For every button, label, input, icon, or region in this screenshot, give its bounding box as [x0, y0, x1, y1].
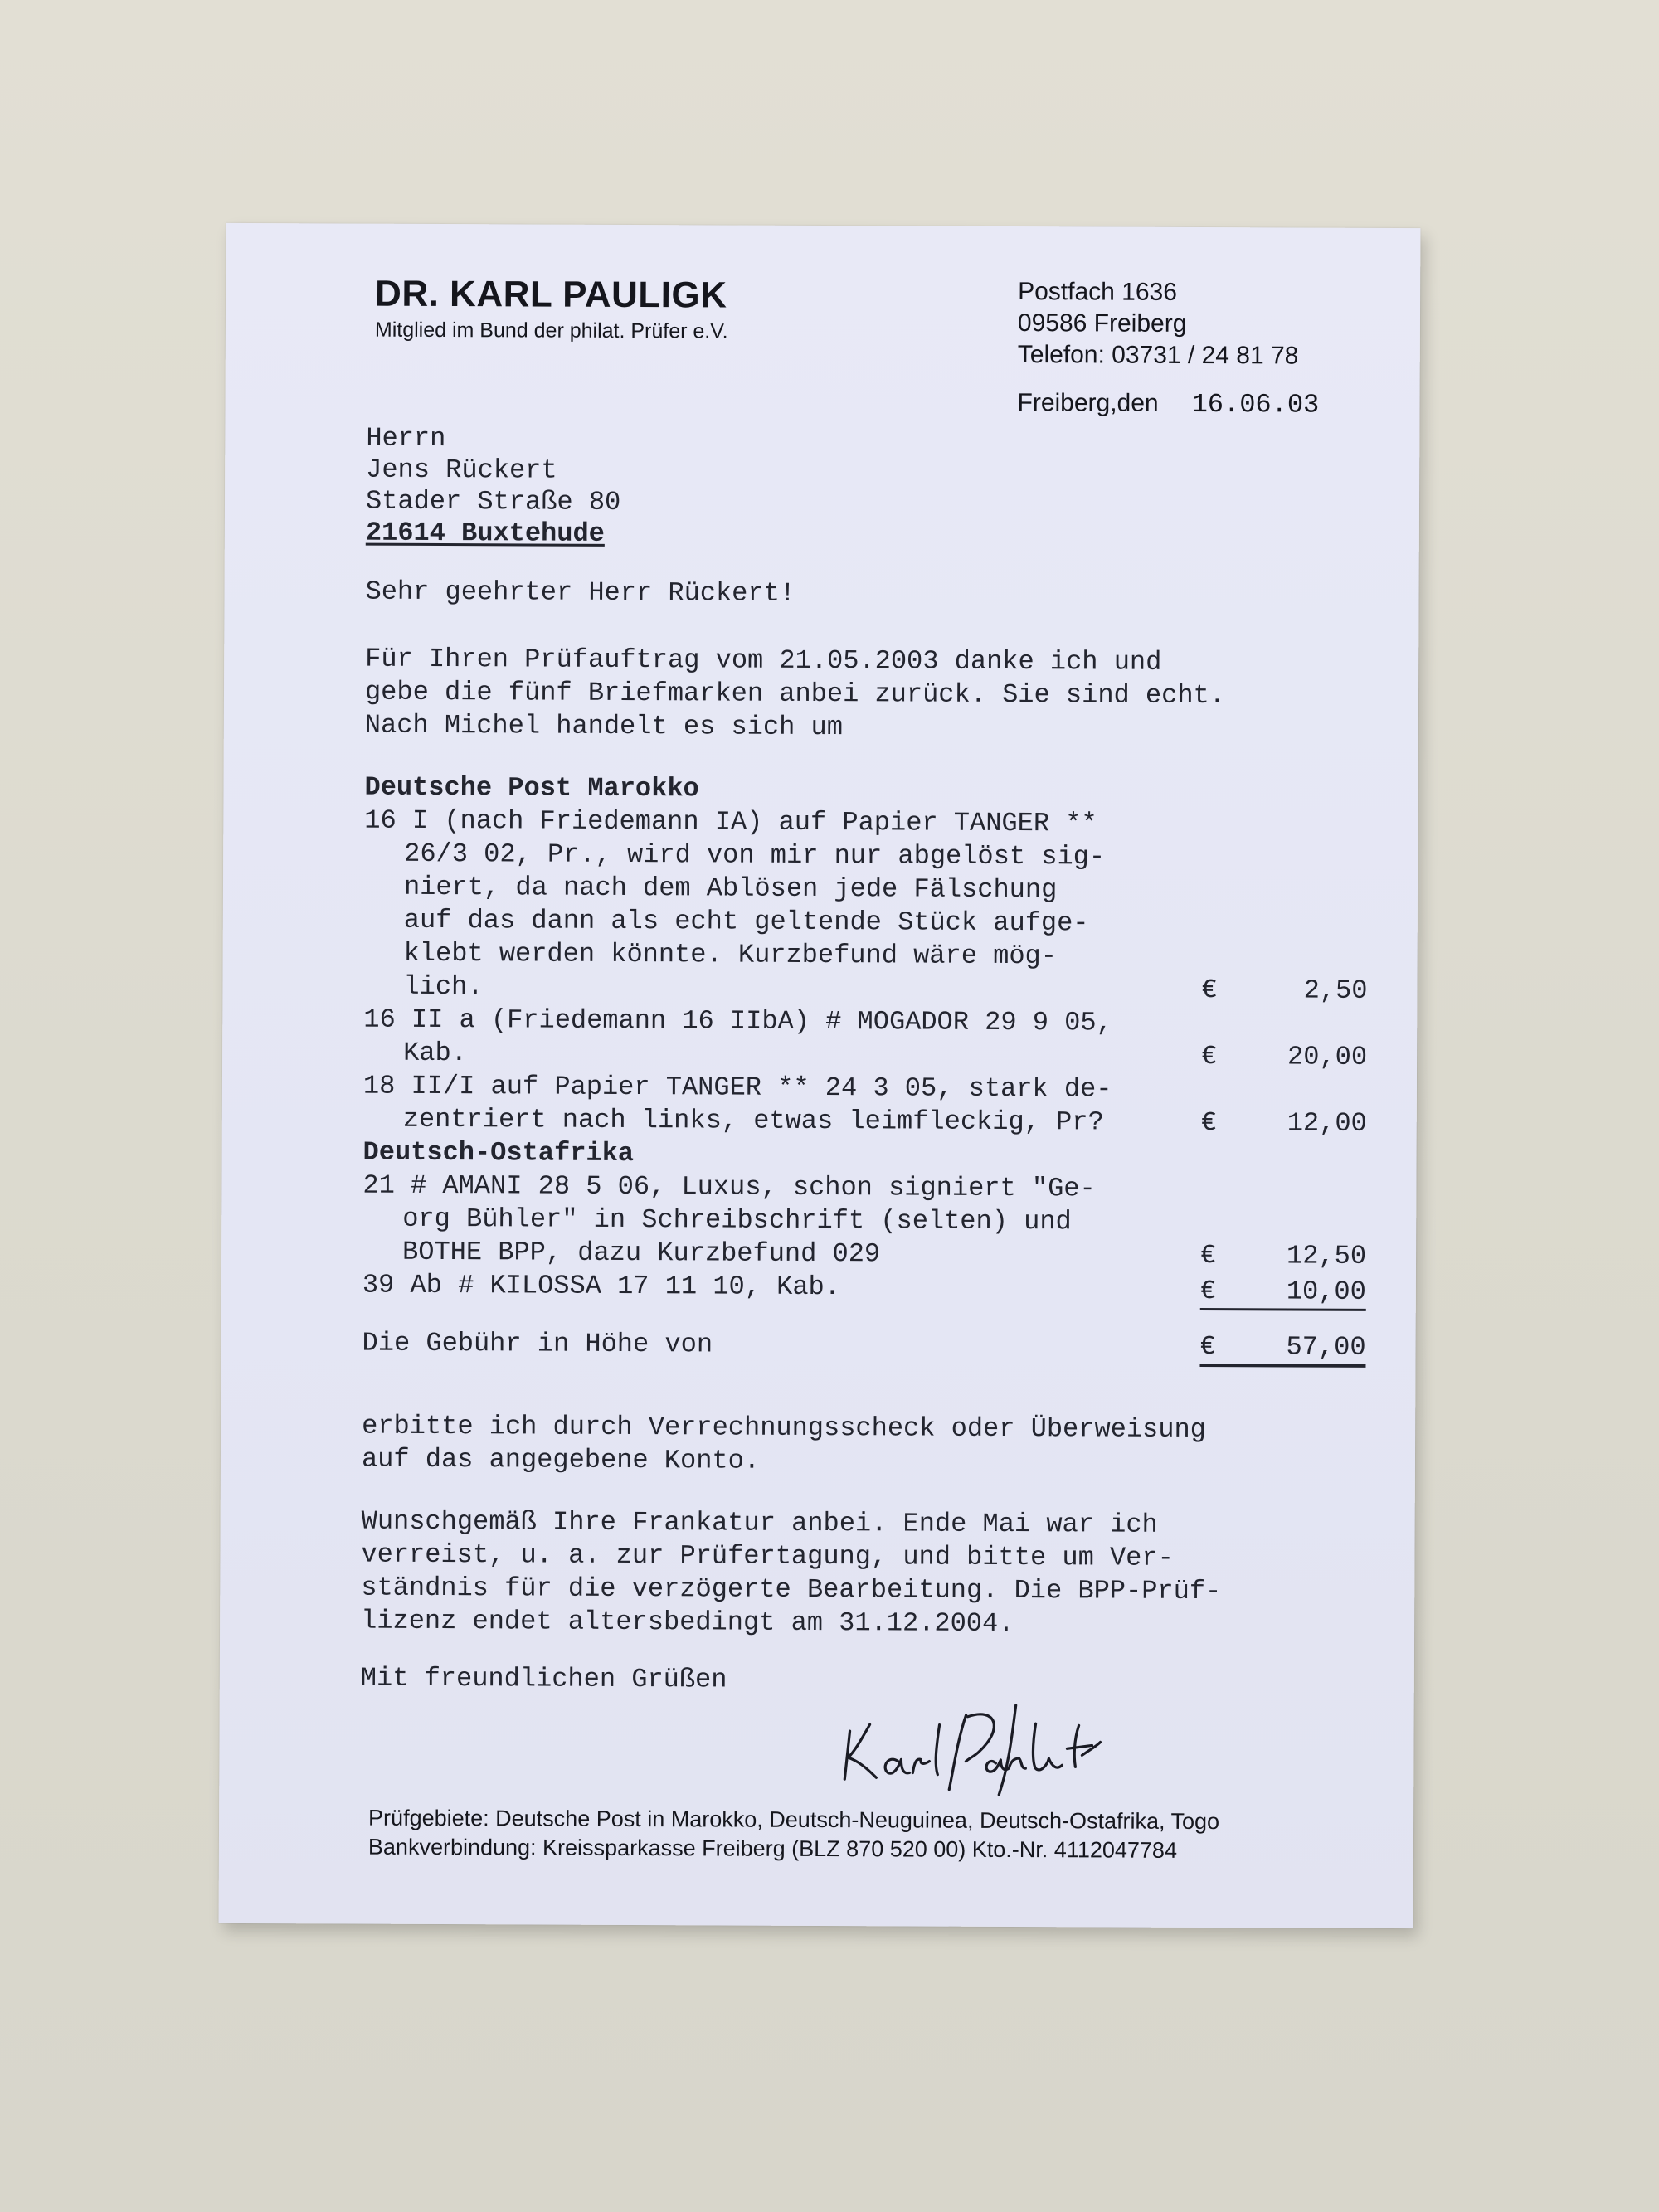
note-line: ständnis für die verzögerte Bearbeitung. Die BPP-Prüf-: [361, 1572, 1222, 1607]
recipient-street: Stader Straße 80: [365, 485, 621, 518]
intro-line: Für Ihren Prüfauftrag vom 21.05.2003 danke ich und: [365, 643, 1162, 678]
stamp-item: [362, 1169, 1367, 1273]
letter-sheet: [219, 223, 1421, 1928]
note-paragraph: [361, 1505, 1291, 1642]
item-line: 26/3 02, Pr., wird von mir nur abgelöst sig-: [404, 838, 1106, 873]
payment-line: erbitte ich durch Verrechnungsscheck oder Überweisung: [362, 1410, 1206, 1446]
salutation: Sehr geehrter Herr Rückert!: [365, 576, 796, 609]
recipient-salutation-line: Herrn: [366, 422, 446, 455]
letterhead-name: DR. KARL PAULIGK: [375, 273, 727, 316]
item-line: Kab.: [403, 1037, 468, 1069]
item-line: org Bühler" in Schreibschrift (selten) und: [402, 1203, 1072, 1237]
item-line: 16 I (nach Friedemann IA) auf Papier TANGER **: [364, 805, 1097, 839]
item-amount: 10,00: [1286, 1276, 1366, 1307]
note-line: verreist, u. a. zur Prüfertagung, und bitte um Ver-: [361, 1539, 1174, 1573]
fee-amount: 57,00: [1286, 1331, 1366, 1363]
letterhead-subtitle: Mitglied im Bund der philat. Prüfer e.V.: [374, 318, 728, 343]
recipient-address: [366, 423, 621, 550]
stamp-item: [362, 1269, 1366, 1306]
item-price: [1200, 1239, 1366, 1273]
handwritten-signature: [833, 1681, 1132, 1799]
stamp-item: [363, 1004, 1367, 1074]
section-title: Deutsche Post Marokko: [364, 771, 699, 805]
sender-city: 09586 Freiberg: [1017, 309, 1187, 338]
item-price: [1201, 1106, 1367, 1140]
item-amount: 12,50: [1286, 1240, 1367, 1271]
recipient-city: 21614 Buxtehude: [365, 517, 605, 549]
payment-paragraph: [362, 1410, 1291, 1480]
item-line: auf das dann als echt geltende Stück aufge-: [403, 904, 1089, 939]
item-line: lich.: [403, 970, 484, 1003]
closing: Mit freundlichen Grüßen: [360, 1662, 727, 1695]
item-amount: 2,50: [1303, 975, 1368, 1006]
fee-line: [362, 1327, 1365, 1364]
payment-line: auf das angegebene Konto.: [361, 1443, 761, 1476]
sender-postbox: Postfach 1636: [1018, 278, 1178, 306]
intro-line: Nach Michel handelt es sich um: [364, 709, 844, 743]
fee-total: [1199, 1330, 1365, 1368]
item-line: BOTHE BPP, dazu Kurzbefund 029: [401, 1236, 881, 1270]
item-line: zentriert nach links, etwas leimfleckig, Pr?: [402, 1103, 1104, 1138]
sender-address: [1018, 276, 1299, 372]
currency-symbol: €: [1201, 1041, 1218, 1072]
item-line: 18 II/I auf Papier TANGER ** 24 3 05, stark de-: [362, 1070, 1112, 1105]
dateline: [1017, 388, 1382, 421]
footer-fields: Prüfgebiete: Deutsche Post in Marokko, Deutsch-Neuguinea, Deutsch-Ostafrika, Togo: [368, 1805, 1220, 1835]
recipient-name: Jens Rückert: [366, 454, 557, 486]
currency-symbol: €: [1199, 1331, 1216, 1363]
section-title: Deutsch-Ostafrika: [362, 1136, 635, 1169]
note-line: Wunschgemäß Ihre Frankatur anbei. Ende Mai war ich: [361, 1505, 1158, 1540]
letter-footer: [368, 1804, 1297, 1866]
intro-paragraph: [365, 643, 1295, 746]
stamp-list: [362, 771, 1369, 1306]
currency-symbol: €: [1199, 1276, 1217, 1307]
item-line: niert, da nach dem Ablösen jede Fälschung: [403, 871, 1058, 906]
currency-symbol: €: [1199, 1240, 1217, 1271]
item-price: [1201, 974, 1367, 1008]
item-price: [1201, 1040, 1367, 1074]
item-line: 16 II a (Friedemann 16 IIbA) # MOGADOR 29 9 05,: [363, 1004, 1112, 1038]
footer-bank: Bankverbindung: Kreissparkasse Freiberg (BLZ 870 520 00) Kto.-Nr. 4112047784: [367, 1834, 1178, 1863]
item-line: klebt werden könnte. Kurzbefund wäre mög-: [403, 937, 1058, 972]
stamp-item: [363, 805, 1368, 1008]
intro-line: gebe die fünf Briefmarken anbei zurück. Sie sind echt.: [364, 676, 1226, 712]
note-line: lizenz endet altersbedingt am 31.12.2004.: [361, 1605, 1014, 1640]
letter-date: 16.06.03: [1191, 388, 1320, 421]
item-line: 21 # AMANI 28 5 06, Luxus, schon signiert "Ge-: [362, 1169, 1096, 1204]
item-amount: 20,00: [1287, 1041, 1368, 1072]
currency-symbol: €: [1200, 1107, 1218, 1139]
sender-phone: Telefon: 03731 / 24 81 78: [1017, 341, 1299, 370]
stamp-item: [363, 1070, 1367, 1140]
dateline-place: Freiberg,den: [1017, 389, 1159, 417]
currency-symbol: €: [1201, 975, 1218, 1006]
item-price: [1200, 1275, 1366, 1311]
item-line: 39 Ab # KILOSSA 17 11 10, Kab.: [362, 1269, 841, 1303]
fee-text: Die Gebühr in Höhe von: [362, 1327, 713, 1360]
item-amount: 12,00: [1287, 1107, 1367, 1139]
